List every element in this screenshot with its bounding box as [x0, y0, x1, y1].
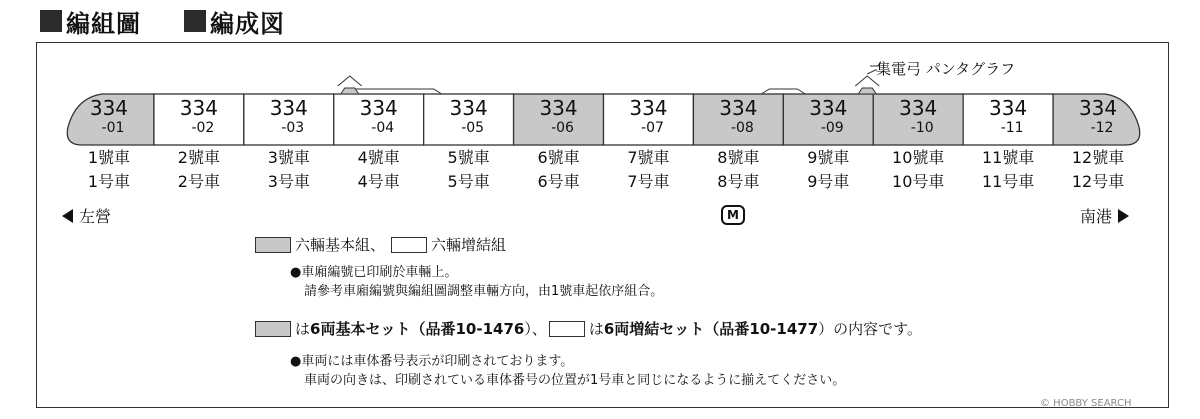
direction-left-label: 左營 [79, 207, 112, 226]
car-label-japanese: 2号車 [177, 172, 220, 191]
note-line: 車両の向きは、印刷されている車体番号の位置が1号車と同じになるように揃えてください。 [304, 373, 846, 388]
legend-text: ）の内容です。 [818, 320, 922, 338]
car-label-japanese: 6号車 [537, 172, 580, 191]
heading-text: 編成図 [210, 9, 285, 38]
car-label-traditional: 6號車 [537, 148, 580, 167]
car-number: 334 [539, 96, 578, 120]
pantograph-label: 集電弓 パンタグラフ [876, 60, 1016, 78]
legend-japanese [255, 318, 922, 339]
car-number-suffix: -03 [281, 120, 305, 136]
car-number-suffix: -01 [101, 120, 125, 136]
car-label-japanese: 8号車 [717, 172, 760, 191]
car-number: 334 [359, 96, 398, 120]
car-number-suffix: -11 [1000, 120, 1024, 136]
car-label-traditional: 9號車 [807, 148, 850, 167]
arrow-left-icon [62, 209, 73, 223]
car-number-suffix: -04 [371, 120, 395, 136]
car-number: 334 [89, 96, 129, 120]
car-number: 334 [179, 96, 218, 120]
watermark: © HOBBY SEARCH [1040, 398, 1132, 409]
car-label-traditional: 10號車 [892, 148, 945, 167]
car-label-traditional: 8號車 [717, 148, 760, 167]
note-japanese [290, 352, 845, 390]
arrow-right-icon [1118, 209, 1129, 223]
car-label-traditional: 12號車 [1071, 148, 1125, 167]
car-label-japanese: 5号車 [447, 172, 490, 191]
car-number: 334 [809, 96, 848, 120]
note-traditional [290, 263, 663, 301]
car-label-traditional: 7號車 [627, 148, 670, 167]
car-number-suffix: -02 [191, 120, 215, 136]
roof-equipment [761, 89, 805, 94]
car-number-suffix: -12 [1090, 120, 1114, 136]
motor-car-badge: M [721, 205, 745, 225]
note-line: 請參考車廂編號與編組圖調整車輛方向，由1號車起依序組合。 [304, 284, 664, 299]
added-set-swatch [549, 321, 585, 337]
pantograph-icon [338, 76, 362, 94]
car-number-suffix: -09 [820, 120, 844, 136]
car-label-japanese: 10号車 [892, 172, 945, 191]
added-set-swatch [391, 237, 427, 253]
car-label-traditional: 3號車 [267, 148, 310, 167]
basic-set-swatch [255, 237, 291, 253]
car-label-japanese: 9号車 [807, 172, 850, 191]
car-label-traditional: 4號車 [357, 148, 400, 167]
car-label-traditional: 11號車 [981, 148, 1035, 167]
legend-text: 6両増結セット（品番 [603, 320, 750, 338]
heading-text: 編組圖 [66, 9, 141, 38]
car-number: 334 [269, 96, 308, 120]
legend-text: は [588, 320, 604, 338]
car-number: 334 [449, 96, 488, 120]
product-code: 10-1476 [455, 319, 525, 338]
car-number-suffix: -10 [910, 120, 934, 136]
car-label-japanese: 7号車 [627, 172, 670, 191]
legend-text: は [295, 320, 311, 338]
car-label-japanese: 11号車 [981, 172, 1035, 191]
car-label-japanese: 4号車 [357, 172, 400, 191]
car-label-japanese: 3号車 [267, 172, 310, 191]
car-number-suffix: -07 [641, 120, 664, 136]
car-number: 334 [1078, 96, 1118, 120]
car-label-japanese: 1号車 [87, 172, 131, 191]
product-code: 10-1477 [749, 319, 819, 338]
note-line: ●車廂編號已印刷於車輛上。 [290, 265, 458, 280]
car-number: 334 [899, 96, 938, 120]
legend-added-label: 六輛增結組 [431, 236, 507, 254]
car-number: 334 [629, 96, 668, 120]
legend-text: 6両基本セット（品番 [310, 320, 456, 338]
car-number-suffix: -08 [730, 120, 754, 136]
note-line: ●車両には車体番号表示が印刷されております。 [290, 354, 574, 369]
direction-left [62, 204, 111, 227]
direction-right-label: 南港 [1080, 207, 1113, 226]
direction-right [1080, 204, 1129, 227]
car-number-suffix: -06 [551, 120, 574, 136]
legend-traditional [255, 234, 506, 255]
car-label-traditional: 1號車 [87, 148, 131, 167]
car-label-japanese: 12号車 [1071, 172, 1125, 191]
car-label-traditional: 2號車 [177, 148, 220, 167]
basic-set-swatch [255, 321, 291, 337]
legend-basic-label: 六輛基本組、 [295, 236, 386, 254]
car-number-suffix: -05 [461, 120, 485, 136]
car-label-traditional: 5號車 [447, 148, 490, 167]
car-number: 334 [719, 96, 758, 120]
car-number: 334 [989, 96, 1028, 120]
legend-text: ）、 [524, 320, 547, 338]
